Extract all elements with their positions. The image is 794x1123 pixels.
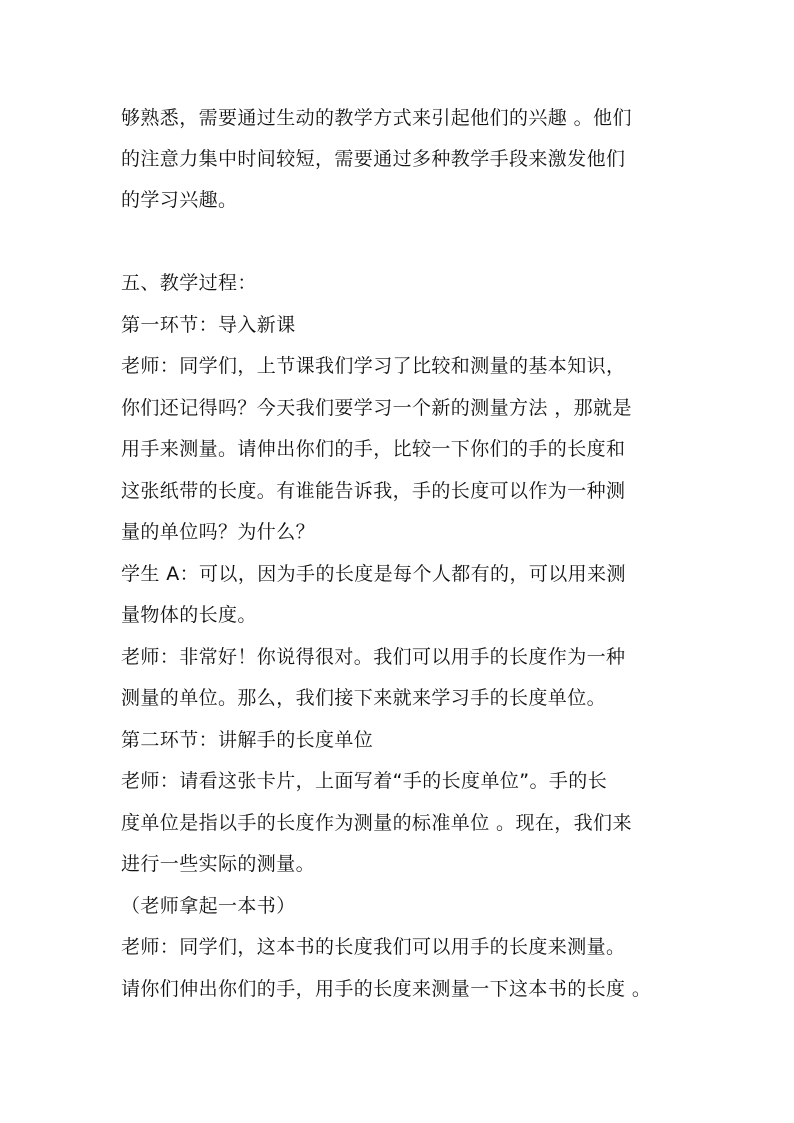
paragraph-line: 这张纸带的长度。有谁能告诉我，手的长度可以作为一种测 [121, 480, 626, 502]
paragraph-line: 你们还记得吗？今天我们要学习一个新的测量方法 ，那就是 [121, 397, 632, 419]
paragraph-line: 老师：同学们，这本书的长度我们可以用手的长度来测量。 [121, 936, 626, 958]
paragraph-line: 进行一些实际的测量。 [121, 853, 316, 875]
subsection-heading: 第二环节：讲解手的长度单位 [121, 729, 374, 751]
paragraph-line: 度单位是指以手的长度作为测量的标准单位 。现在，我们来 [121, 812, 632, 834]
section-heading: 五、教学过程： [121, 272, 257, 294]
paragraph-line: 量物体的长度。 [121, 604, 257, 626]
subsection-heading: 第一环节：导入新课 [121, 314, 296, 336]
paragraph-line: 的学习兴趣。 [121, 189, 238, 211]
paragraph-line: 测量的单位。那么，我们接下来就来学习手的长度单位。 [121, 687, 607, 709]
paragraph-line: 老师：同学们，上节课我们学习了比较和测量的基本知识， [121, 355, 626, 377]
paragraph-line: 用手来测量。请伸出你们的手，比较一下你们的手的长度和 [121, 438, 626, 460]
paragraph-line: （老师拿起一本书） [121, 895, 296, 917]
paragraph-line: 够熟悉，需要通过生动的教学方式来引起他们的兴趣 。他们 [121, 107, 632, 129]
paragraph-line: 的注意力集中时间较短，需要通过多种教学手段来激发他们 [121, 148, 626, 170]
paragraph-line: 学生 A：可以，因为手的长度是每个人都有的，可以用来测 [121, 563, 626, 585]
paragraph-line: 量的单位吗？为什么？ [121, 521, 316, 543]
paragraph-line: 老师：非常好！你说得很对。我们可以用手的长度作为一种 [121, 646, 626, 668]
paragraph-line: 请你们伸出你们的手，用手的长度来测量一下这本书的长度 。 [121, 978, 652, 1000]
paragraph-line: 老师：请看这张卡片，上面写着“手的长度单位”。手的长 [121, 770, 608, 792]
